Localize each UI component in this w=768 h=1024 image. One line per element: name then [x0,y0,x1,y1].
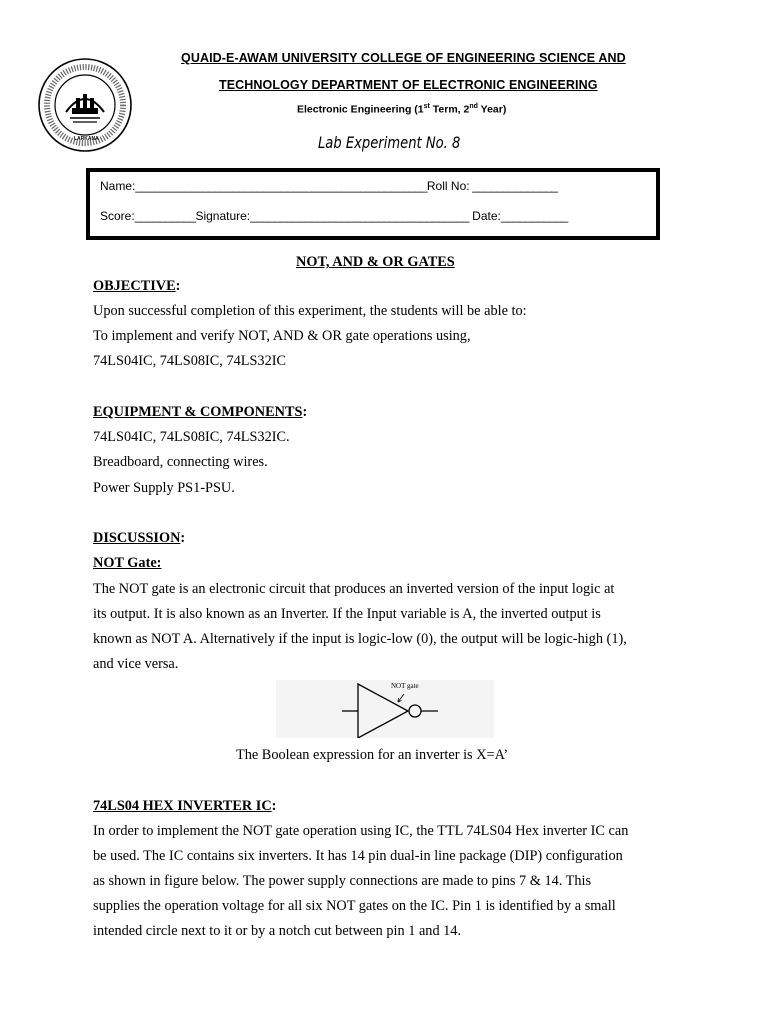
student-info-box [86,168,660,240]
lab-title: Lab Experiment No. 8 [318,133,461,152]
equipment-line-2: Breadboard, connecting wires. [93,454,268,470]
hex-line-1: In order to implement the NOT gate operation using IC, the TTL 74LS04 Hex inverter IC can [93,823,629,839]
hex-line-5: intended circle next to it or by a notch cut between pin 1 and 14. [93,923,462,939]
name-field: ________________________________________________ [135,179,427,193]
objective-line-1: Upon successful completion of this experiment, the students will be able to: [93,303,527,319]
name-label: Name: [100,179,136,193]
university-seal-logo [36,56,134,154]
not-gate-heading: NOT Gate: [93,555,162,571]
inverter-triangle [358,684,408,738]
main-title: NOT, AND & OR GATES [296,254,455,270]
not-gate-line-2: its output. It is also known as an Inverter. If the Input variable is A, the inverted output is [93,606,601,622]
date-field: ___________ [500,209,568,223]
equipment-line-1: 74LS04IC, 74LS08IC, 74LS32IC. [93,429,290,445]
score-signature-date-row [100,209,568,223]
header-subtitle: Electronic Engineering (1st Term, 2nd Year) [297,103,507,116]
equipment-line-3: Power Supply PS1-PSU. [93,480,235,496]
objective-line-3: 74LS04IC, 74LS08IC, 74LS32IC [93,353,287,369]
objective-line-2: To implement and verify NOT, AND & OR gate operations using, [93,328,471,344]
header-line-2: TECHNOLOGY DEPARTMENT OF ELECTRONIC ENGINEERING [219,78,598,92]
signature-field: ____________________________________ [250,209,469,223]
objective-heading: OBJECTIVE: [93,278,181,294]
hex-line-2: be used. The IC contains six inverters. It has 14 pin dual-in line package (DIP) configuration [93,848,623,864]
equipment-heading: EQUIPMENT & COMPONENTS: [93,404,308,420]
not-gate-figure [276,680,494,738]
seal-text: LARKANA [74,136,99,142]
date-label: Date: [472,209,501,223]
discussion-heading: DISCUSSION: [93,530,186,546]
roll-field: ______________ [469,179,558,193]
roll-label: Roll No: [426,179,470,193]
hex-line-4: supplies the operation voltage for all six NOT gates on the IC. Pin 1 is identified by a small [93,898,616,914]
hex-line-3: as shown in figure below. The power supply connections are made to pins 7 & 14. This [93,873,592,889]
score-label: Score: [100,209,135,223]
figure-label: NOT gate [391,682,419,690]
not-gate-line-3: known as NOT A. Alternatively if the input is logic-low (0), the output will be logic-high (1), [93,631,627,647]
score-field: __________ [134,209,196,223]
figure-caption: The Boolean expression for an inverter is X=A’ [236,747,509,763]
name-roll-row [100,179,557,193]
inverter-bubble [409,705,421,717]
hex-inverter-heading: 74LS04 HEX INVERTER IC: [93,798,277,814]
not-gate-line-1: The NOT gate is an electronic circuit that produces an inverted version of the input logic at [93,581,615,597]
not-gate-line-4: and vice versa. [93,656,179,672]
header-line-1: QUAID-E-AWAM UNIVERSITY COLLEGE OF ENGINEERING SCIENCE AND [181,51,626,65]
signature-label: Signature: [195,209,251,223]
